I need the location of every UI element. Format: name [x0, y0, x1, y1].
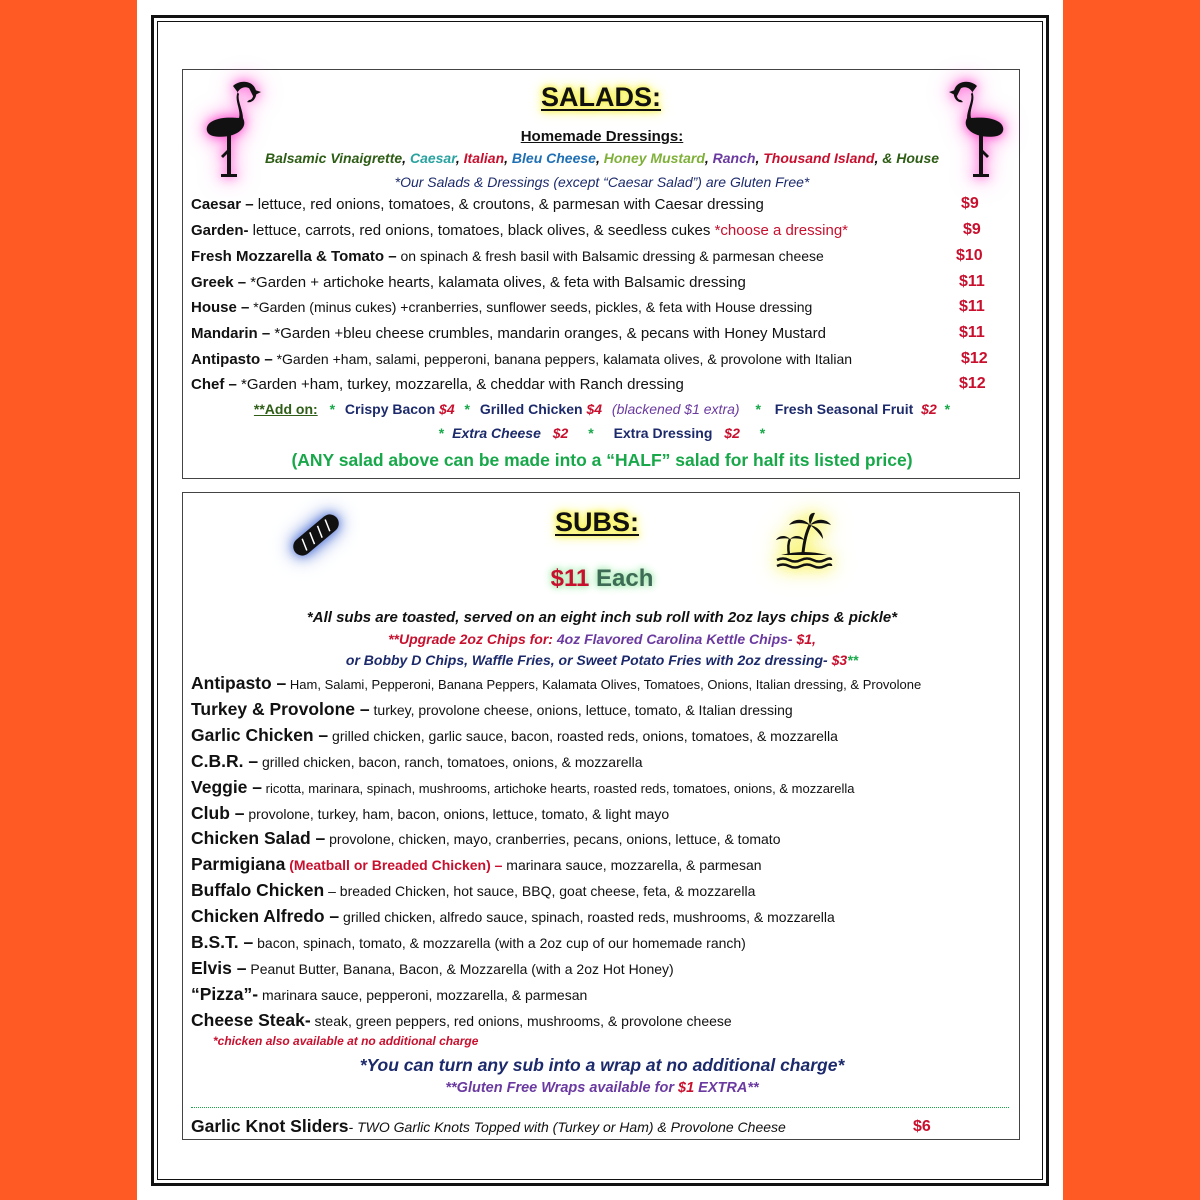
salad-description: *Garden (minus cukes) +cranberries, sunflower seeds, pickles, & feta with House dressing: [249, 299, 813, 315]
addon-grilled-chicken: Grilled Chicken: [479, 401, 583, 417]
dressing-item: Ranch: [712, 150, 756, 166]
gf-wrap-suffix: EXTRA**: [698, 1080, 759, 1096]
sub-row: [191, 1010, 732, 1031]
gf-wrap-prefix: **Gluten Free Wraps available for: [445, 1080, 674, 1096]
salad-price: $12: [961, 350, 988, 367]
sub-row: [191, 828, 780, 849]
upgrade-suffix: **: [847, 652, 859, 668]
sub-row: [191, 932, 746, 953]
dressing-item: Bleu Cheese: [511, 150, 596, 166]
sub-description: bacon, spinach, tomato, & mozzarella (with a 2oz cup of our homemade ranch): [253, 935, 746, 951]
addon-label: **Add on:: [253, 401, 318, 417]
sub-description: – breaded Chicken, hot sauce, BBQ, goat cheese, feta, & mozzarella: [324, 883, 756, 900]
salad-row: [191, 222, 848, 239]
addon-seasonal-fruit-price: $2: [921, 401, 937, 417]
salad-price: $11: [959, 324, 985, 341]
dressing-item: Honey Mustard: [603, 150, 705, 166]
salad-description: *Garden +ham, salami, pepperoni, banana peppers, kalamata olives, & provolone with Italian: [272, 351, 853, 367]
salad-name: Greek –: [191, 274, 247, 291]
salad-price: $11: [959, 273, 985, 290]
salad-description: *Garden + artichoke hearts, kalamata olives, & feta with Balsamic dressing: [246, 274, 746, 291]
sub-description: grilled chicken, bacon, ranch, tomatoes, onions, & mozzarella: [258, 753, 643, 770]
palm-island-icon: [773, 511, 835, 571]
subs-price-amount: $11: [550, 565, 590, 592]
dressing-item: & House: [882, 150, 940, 166]
salad-row: [191, 376, 684, 393]
sub-name: Garlic Chicken –: [191, 724, 329, 745]
salad-description: *Garden +bleu cheese crumbles, mandarin oranges, & pecans with Honey Mustard: [270, 325, 826, 342]
salad-price: $10: [956, 247, 983, 264]
sub-row: [191, 906, 835, 927]
addon-extra-cheese: Extra Cheese: [452, 425, 541, 441]
sub-name: Antipasto –: [191, 673, 287, 693]
subs-title: SUBS:: [555, 507, 640, 537]
upgrade-line-2: [183, 652, 1021, 668]
sub-description: marinara sauce, pepperoni, mozzarella, & parmesan: [258, 986, 588, 1003]
addon-blackened-note: (blackened $1 extra): [611, 401, 740, 417]
sub-row: [191, 725, 838, 746]
addon-extra-cheese-price: $2: [552, 425, 569, 441]
sub-description: provolone, turkey, ham, bacon, onions, lettuce, tomato, & light mayo: [244, 805, 670, 822]
sub-description: grilled chicken, alfredo sauce, spinach, roasted reds, mushrooms, & mozzarella: [339, 909, 835, 926]
sub-row: [191, 699, 793, 720]
salad-description: *Garden +ham, turkey, mozzarella, & cheddar with Ranch dressing: [236, 376, 684, 393]
sub-row: [191, 880, 755, 901]
upgrade-option-2: or Bobby D Chips, Waffle Fries, or Sweet Potato Fries with 2oz dressing-: [345, 652, 828, 668]
sub-name: Chicken Salad –: [191, 828, 326, 849]
salad-name: House –: [191, 299, 250, 316]
sub-description: turkey, provolone cheese, onions, lettuce, tomato, & Italian dressing: [369, 701, 793, 718]
sub-name: Veggie –: [191, 776, 263, 797]
toasted-note: *All subs are toasted, served on an eight inch sub roll with 2oz lays chips & pickle*: [306, 609, 898, 626]
dressing-item: Balsamic Vinaigrette: [264, 150, 403, 166]
subs-section: [182, 492, 1020, 1140]
salad-description: lettuce, red onions, tomatoes, & croutons, & parmesan with Caesar dressing: [253, 196, 764, 213]
dressing-item: Caesar: [409, 150, 456, 166]
half-salad-note: (ANY salad above can be made into a “HALF” salad for half its listed price): [291, 450, 913, 470]
sub-description: provolone, chicken, mayo, cranberries, pecans, onions, lettuce, & tomato: [325, 831, 781, 848]
gluten-free-note: *Our Salads & Dressings (except “Caesar Salad”) are Gluten Free*: [394, 174, 810, 190]
chicken-note: *chicken also available at no additional charge: [213, 1034, 479, 1048]
salad-name: Mandarin –: [191, 325, 271, 342]
addon-star: *: [755, 401, 761, 417]
addon-crispy-bacon-price: $4: [439, 401, 455, 417]
addon-extra-dressing-price: $2: [724, 425, 740, 441]
salad-row: [191, 299, 812, 316]
addon-star: *: [944, 401, 951, 417]
addon-grilled-chicken-price: $4: [586, 401, 603, 417]
dressings-list: [183, 150, 1021, 166]
salad-name: Garden-: [191, 222, 249, 239]
sub-description: ricotta, marinara, spinach, mushrooms, artichoke hearts, roasted reds, tomatoes, onions, & mozzarella: [262, 780, 855, 796]
sub-name: Cheese Steak-: [191, 1009, 311, 1030]
sub-name: Buffalo Chicken: [191, 880, 325, 901]
sub-name: Chicken Alfredo –: [191, 906, 340, 927]
addon-line-1: [183, 401, 1021, 417]
salads-title: SALADS:: [541, 82, 661, 112]
baguette-icon: [281, 507, 351, 563]
salad-price: $12: [959, 375, 986, 392]
addon-crispy-bacon: Crispy Bacon: [344, 401, 436, 417]
sub-row: [191, 803, 669, 824]
sub-name: Elvis –: [191, 957, 247, 978]
divider: [191, 1107, 1009, 1108]
sub-name: “Pizza”-: [191, 983, 259, 1004]
dressing-item: Thousand Island: [763, 150, 875, 166]
sub-name: B.S.T. –: [191, 932, 254, 952]
salad-name: Chef –: [191, 376, 237, 393]
salad-row: [191, 274, 746, 291]
salad-name: Antipasto –: [191, 351, 273, 368]
salad-name: Fresh Mozzarella & Tomato –: [191, 248, 397, 265]
dressing-item: Italian: [463, 150, 505, 166]
addon-star: *: [438, 425, 445, 441]
addon-star: *: [464, 401, 470, 417]
slider-price: $6: [913, 1118, 931, 1135]
salad-row: [191, 351, 852, 368]
subs-price-line: [183, 565, 1021, 593]
gluten-free-wrap-note: [183, 1080, 1021, 1096]
sub-variant-note: (Meatball or Breaded Chicken) –: [285, 857, 503, 874]
sub-description: Peanut Butter, Banana, Bacon, & Mozzarella (with a 2oz Hot Honey): [246, 960, 674, 977]
subs-price-each: Each: [596, 565, 654, 592]
upgrade-prefix: **Upgrade 2oz Chips for:: [388, 631, 553, 647]
addon-seasonal-fruit: Fresh Seasonal Fruit: [774, 401, 914, 417]
sub-name: Club –: [191, 802, 245, 823]
gf-wrap-price: $1: [678, 1080, 695, 1096]
sub-description: marinara sauce, mozzarella, & parmesan: [502, 857, 762, 874]
sub-row: [191, 958, 674, 979]
upgrade-line-1: [183, 631, 1021, 647]
dressing-separator: ,: [595, 150, 604, 166]
salad-row: [191, 325, 826, 342]
slider-desc: - TWO Garlic Knots Topped with (Turkey or Ham) & Provolone Cheese: [348, 1119, 786, 1135]
sub-row: [191, 984, 587, 1005]
dressing-separator: ,: [455, 150, 464, 166]
sub-description: grilled chicken, garlic sauce, bacon, roasted reds, onions, tomatoes, & mozzarella: [328, 727, 838, 744]
salad-price: $11: [959, 298, 985, 315]
upgrade-option-1: 4oz Flavored Carolina Kettle Chips-: [556, 631, 793, 647]
salad-price: $9: [961, 195, 979, 212]
salad-description: lettuce, carrots, red onions, tomatoes, black olives, & seedless cukes: [248, 222, 715, 239]
upgrade-price-2: $3: [831, 652, 848, 668]
sub-row: [191, 777, 855, 798]
dressing-separator: ,: [874, 150, 883, 166]
dressing-separator: ,: [504, 150, 512, 166]
wrap-note: *You can turn any sub into a wrap at no additional charge*: [359, 1055, 845, 1075]
addon-line-2: [183, 425, 1021, 441]
slider-name: Garlic Knot Sliders: [191, 1116, 349, 1136]
addon-star: *: [588, 425, 594, 441]
sub-row: [191, 751, 643, 772]
addon-star: *: [329, 401, 336, 417]
sub-name: C.B.R. –: [191, 750, 259, 771]
salad-price: $9: [963, 221, 981, 238]
salad-row: [191, 196, 764, 213]
addon-extra-dressing: Extra Dressing: [613, 425, 713, 441]
salad-note: *choose a dressing*: [714, 222, 848, 239]
salads-section: [182, 69, 1020, 479]
dressings-heading: Homemade Dressings:: [520, 128, 684, 145]
sub-row: [191, 854, 762, 875]
upgrade-price-1: $1,: [796, 631, 816, 647]
sub-name: Parmigiana: [191, 854, 286, 875]
sub-description: Ham, Salami, Pepperoni, Banana Peppers, Kalamata Olives, Tomatoes, Onions, Italian dressing, & Provolone: [286, 677, 922, 692]
sub-row: [191, 673, 921, 694]
salad-name: Caesar –: [191, 196, 254, 213]
dressing-separator: ,: [704, 150, 713, 166]
sub-description: steak, green peppers, red onions, mushrooms, & provolone cheese: [310, 1012, 732, 1029]
dressing-separator: ,: [402, 150, 410, 166]
sub-name: Turkey & Provolone –: [191, 698, 370, 719]
salad-description: on spinach & fresh basil with Balsamic dressing & parmesan cheese: [396, 248, 824, 264]
dressing-separator: ,: [755, 150, 764, 166]
addon-star: *: [759, 425, 766, 441]
garlic-knot-sliders-row: [191, 1116, 786, 1137]
salad-row: [191, 248, 824, 265]
